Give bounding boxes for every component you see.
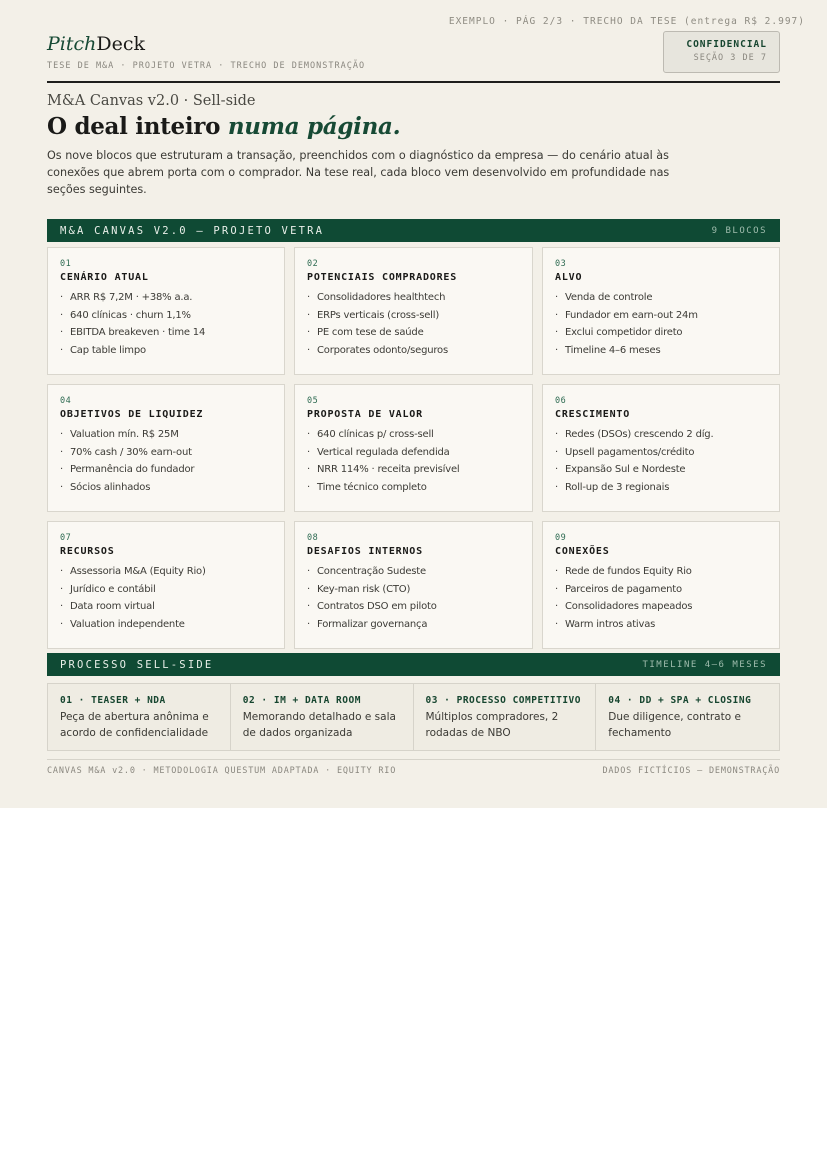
step-description: Múltiplos compradores, 2 rodadas de NBO [425, 711, 559, 739]
block-list [60, 289, 272, 360]
block-list [60, 426, 272, 497]
block-number: 02 [307, 259, 319, 269]
block-item: · 640 clínicas p/ cross-sell [307, 426, 520, 444]
block-item: · Contratos DSO em piloto [307, 598, 520, 616]
page-title [47, 113, 400, 140]
block-title: PROPOSTA DE VALOR [307, 409, 423, 420]
block-item: · Jurídico e contábil [60, 581, 272, 599]
block-item: · Parceiros de pagamento [555, 581, 767, 599]
block-number: 06 [555, 396, 567, 406]
block-item: · Consolidadores healthtech [307, 289, 520, 307]
block-item: · Roll-up de 3 regionais [555, 479, 767, 497]
block-item: · Fundador em earn-out 24m [555, 307, 767, 325]
logo-part-italic: Pitch [47, 33, 97, 55]
block-number: 09 [555, 533, 567, 543]
process-step [231, 684, 414, 750]
block-item: · Valuation independente [60, 616, 272, 634]
block-item: · Redes (DSOs) crescendo 2 díg. [555, 426, 767, 444]
block-number: 07 [60, 533, 72, 543]
canvas-block [294, 384, 533, 512]
step-description: Memorando detalhado e sala de dados organizada [242, 711, 396, 739]
canvas-block [47, 521, 285, 649]
block-title: CENÁRIO ATUAL [60, 272, 149, 283]
block-item: · ARR R$ 7,2M · +38% a.a. [60, 289, 272, 307]
canvas-block [294, 247, 533, 375]
block-list [555, 563, 767, 634]
canvas-block [542, 384, 780, 512]
title-part-a: O deal inteiro [47, 113, 228, 140]
block-item: · Sócios alinhados [60, 479, 272, 497]
header-divider [47, 81, 780, 83]
block-title: POTENCIAIS COMPRADORES [307, 272, 458, 283]
block-item: · NRR 114% · receita previsível [307, 461, 520, 479]
title-part-b: numa página. [227, 113, 401, 140]
canvas-block [542, 521, 780, 649]
canvas-block [47, 384, 285, 512]
block-list [307, 426, 520, 497]
block-item: · 640 clínicas · churn 1,1% [60, 307, 272, 325]
block-title: CONEXÕES [555, 546, 610, 557]
logo-part-regular: Deck [96, 33, 146, 55]
block-item: · Formalizar governança [307, 616, 520, 634]
block-item: · ERPs verticais (cross-sell) [307, 307, 520, 325]
block-list [60, 563, 272, 634]
canvas-grid [47, 247, 780, 649]
block-item: · Expansão Sul e Nordeste [555, 461, 767, 479]
block-item: · Data room virtual [60, 598, 272, 616]
page-meta: EXEMPLO · PÁG 2/3 · TRECHO DA TESE (entrega R$ 2.997) [448, 16, 805, 27]
block-item: · Permanência do fundador [60, 461, 272, 479]
block-item: · Warm intros ativas [555, 616, 767, 634]
block-title: ALVO [555, 272, 583, 283]
block-item: · Valuation mín. R$ 25M [60, 426, 272, 444]
block-item: · Time técnico completo [307, 479, 520, 497]
block-item: · Vertical regulada defendida [307, 444, 520, 462]
footer-left: CANVAS M&A v2.0 · METODOLOGIA QUESTUM ADAPTADA · EQUITY RIO [47, 766, 397, 776]
process-timeline: TIMELINE 4–6 MESES [642, 659, 767, 670]
block-item: · Concentração Sudeste [307, 563, 520, 581]
section-indicator: SEÇÃO 3 DE 7 [693, 53, 767, 63]
block-item: · Exclui competidor direto [555, 324, 767, 342]
block-item: · Rede de fundos Equity Rio [555, 563, 767, 581]
block-item: · Cap table limpo [60, 342, 272, 360]
confidential-label: CONFIDENCIAL [686, 39, 767, 50]
block-list [307, 563, 520, 634]
block-number: 05 [307, 396, 319, 406]
block-item: · 70% cash / 30% earn-out [60, 444, 272, 462]
block-number: 04 [60, 396, 72, 406]
canvas-section-bar [47, 219, 780, 242]
process-step [414, 684, 597, 750]
block-number: 03 [555, 259, 567, 269]
block-item: · Timeline 4–6 meses [555, 342, 767, 360]
canvas-block [294, 521, 533, 649]
confidential-badge [663, 31, 780, 73]
canvas-block [542, 247, 780, 375]
footer-divider [47, 759, 780, 760]
step-title: 02 · IM + DATA ROOM [242, 695, 361, 706]
block-list [555, 289, 767, 360]
block-item: · EBITDA breakeven · time 14 [60, 324, 272, 342]
block-title: OBJETIVOS DE LIQUIDEZ [60, 409, 204, 420]
block-item: · Assessoria M&A (Equity Rio) [60, 563, 272, 581]
block-list [307, 289, 520, 360]
block-title: DESAFIOS INTERNOS [307, 546, 423, 557]
canvas-block-count: 9 BLOCOS [711, 225, 767, 236]
process-section-bar [47, 653, 780, 676]
block-item: · Upsell pagamentos/crédito [555, 444, 767, 462]
block-title: RECURSOS [60, 546, 115, 557]
step-title: 03 · PROCESSO COMPETITIVO [425, 695, 581, 706]
process-steps [47, 683, 780, 751]
step-title: 01 · TEASER + NDA [60, 695, 166, 706]
process-step [48, 684, 231, 750]
step-title: 04 · DD + SPA + CLOSING [608, 695, 752, 706]
block-number: 01 [60, 259, 72, 269]
canvas-block [47, 247, 285, 375]
footer-right: DADOS FICTÍCIOS — DEMONSTRAÇÃO [602, 766, 780, 776]
block-item: · Consolidadores mapeados [555, 598, 767, 616]
block-item: · Venda de controle [555, 289, 767, 307]
section-kicker: M&A Canvas v2.0 · Sell-side [47, 93, 256, 109]
block-item: · PE com tese de saúde [307, 324, 520, 342]
step-description: Due diligence, contrato e fechamento [608, 711, 741, 739]
canvas-bar-title: M&A CANVAS V2.0 — PROJETO VETRA [60, 224, 325, 237]
step-description: Peça de abertura anônima e acordo de confidencialidade [60, 711, 209, 739]
process-step [596, 684, 779, 750]
intro-paragraph: Os nove blocos que estruturam a transação, preenchidos com o diagnóstico da empresa — do cenário atual às conexões que abrem porta com o comprador. Na tese real, cada bloco vem desenvolvido em profundidade nas seções seguintes. [47, 149, 670, 196]
block-item: · Corporates odonto/seguros [307, 342, 520, 360]
document-subtitle: TESE DE M&A · PROJETO VETRA · TRECHO DE DEMONSTRAÇÃO [47, 61, 366, 71]
block-item: · Key-man risk (CTO) [307, 581, 520, 599]
block-number: 08 [307, 533, 319, 543]
block-list [555, 426, 767, 497]
brand-logo [47, 33, 145, 55]
process-bar-title: PROCESSO SELL-SIDE [60, 658, 214, 671]
block-title: CRESCIMENTO [555, 409, 631, 420]
